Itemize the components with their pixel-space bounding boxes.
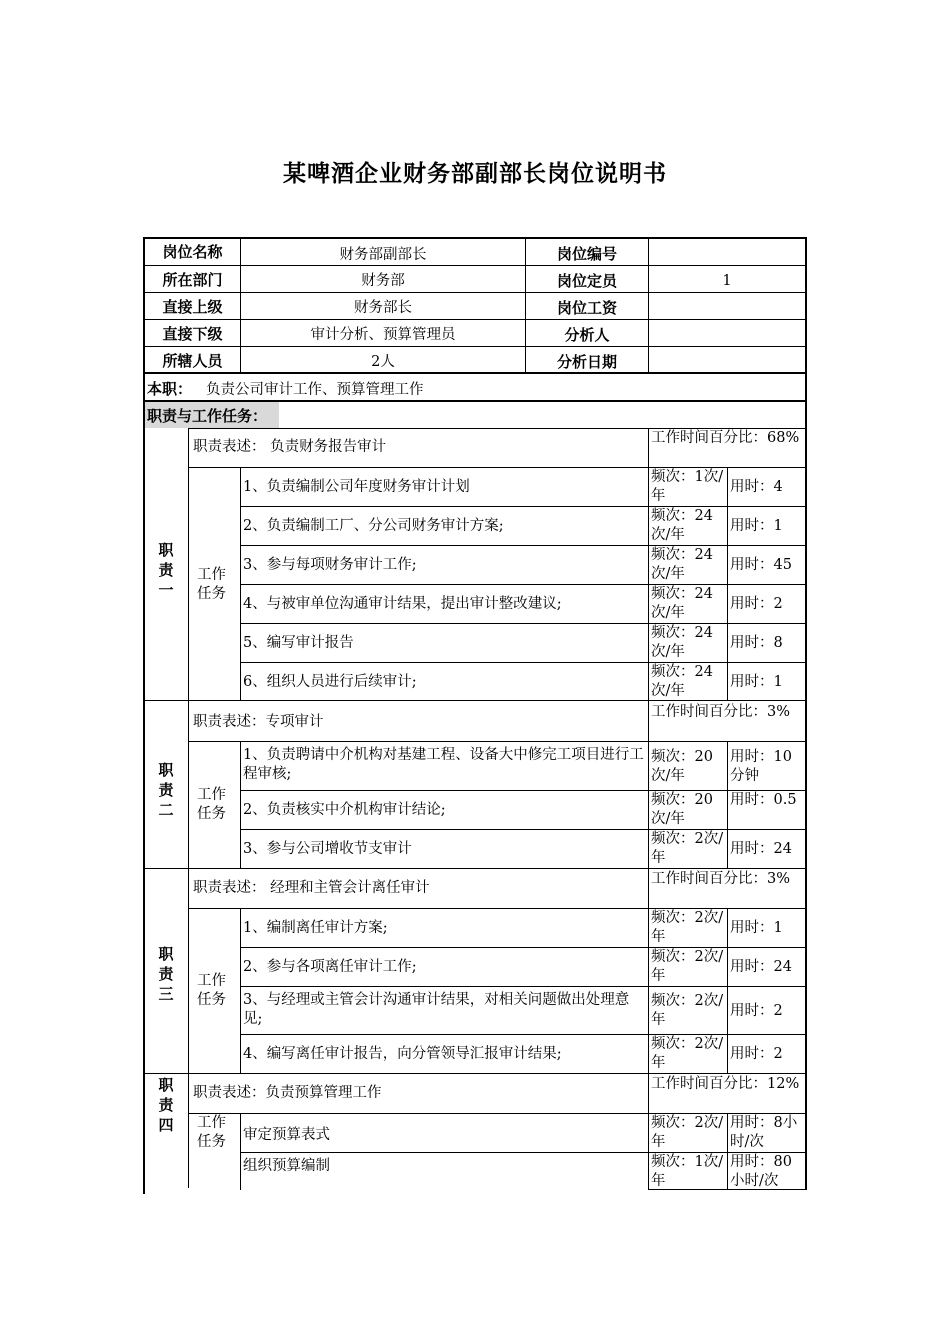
duty-2-task-2-time: 用时：0.5	[730, 792, 797, 808]
value-staff-count: 2人	[371, 354, 395, 370]
value-department: 财务部	[361, 273, 405, 289]
duty-1-task-2-time: 用时：1	[730, 518, 783, 534]
label-analysis-date: 分析日期	[556, 353, 617, 371]
duty-3-task-4-time: 用时：2	[730, 1046, 783, 1062]
duty-4-label: 职责四	[158, 1076, 174, 1134]
duty-3-label: 职责三	[158, 945, 174, 1003]
duty-1-task-3-time: 用时：45	[730, 557, 792, 573]
duty-3-task-4-freq: 频次：2次/年	[651, 1036, 724, 1071]
duty-1-task-5-time: 用时：8	[730, 635, 783, 651]
duty-1-task-4-freq: 频次：24次/年	[651, 586, 713, 621]
label-position-name: 岗位名称	[162, 243, 223, 261]
duty-3-pct: 工作时间百分比：3%	[651, 871, 791, 887]
duty-2-task-2-freq: 频次：20次/年	[651, 792, 713, 827]
duty-2-task-3-freq: 频次：2次/年	[651, 831, 724, 866]
duty-4-task-1: 审定预算表式	[243, 1127, 330, 1143]
duty-1-desc: 职责表述： 负责财务报告审计	[193, 439, 387, 455]
duty-1-task-4-time: 用时：2	[730, 596, 783, 612]
duty-4-task-2: 组织预算编制	[243, 1158, 330, 1174]
duty-1-task-2: 2、负责编制工厂、分公司财务审计方案;	[243, 518, 504, 534]
duty-4-task-2-time: 用时：80小时/次	[730, 1154, 792, 1189]
page-title: 某啤酒企业财务部副部长岗位说明书	[283, 161, 667, 187]
duty-2-task-1-time: 用时：10分钟	[730, 749, 792, 784]
duty-1-task-5: 5、编写审计报告	[243, 635, 354, 651]
duty-1-task-6-time: 用时：1	[730, 674, 783, 690]
value-direct-subordinate: 审计分析、预算管理员	[310, 327, 456, 343]
label-analyst: 分析人	[564, 326, 610, 344]
duty-1-task-6: 6、组织人员进行后续审计;	[243, 674, 417, 690]
duty-1-task-6-freq: 频次：24次/年	[651, 664, 713, 699]
duty-2-label: 职责二	[158, 761, 174, 819]
label-department: 所在部门	[162, 271, 223, 289]
duty-1-label: 职责一	[158, 541, 174, 599]
label-position-code: 岗位编号	[556, 245, 617, 263]
duty-4-pct: 工作时间百分比：12%	[651, 1076, 800, 1092]
duty-3-task-1-time: 用时：1	[730, 920, 783, 936]
duty-2-desc: 职责表述：专项审计	[193, 714, 324, 730]
label-salary: 岗位工资	[556, 299, 617, 317]
duty-1-pct: 工作时间百分比：68%	[651, 430, 800, 446]
duty-3-task-2: 2、参与各项离任审计工作;	[243, 959, 417, 975]
duty-1-task-label: 工作任务	[197, 567, 226, 602]
duty-2-task-3-time: 用时：24	[730, 841, 792, 857]
duty-1-task-3-freq: 频次：24次/年	[651, 547, 713, 582]
label-headcount: 岗位定员	[556, 272, 617, 290]
duty-2-pct: 工作时间百分比：3%	[651, 704, 791, 720]
duty-3-task-3: 3、与经理或主管会计沟通审计结果，对相关问题做出处理意见;	[243, 992, 630, 1027]
value-headcount: 1	[722, 273, 732, 289]
duty-4-task-1-freq: 频次：2次/年	[651, 1115, 724, 1150]
duty-4-task-2-freq: 频次：1次/年	[651, 1154, 724, 1189]
duty-4-task-1-time: 用时：8小时/次	[730, 1115, 798, 1150]
duty-4-task-label: 工作任务	[197, 1115, 226, 1150]
duty-1-task-1-time: 用时：4	[730, 479, 783, 495]
label-staff-count: 所辖人员	[162, 352, 223, 370]
duty-2-task-1-freq: 频次：20次/年	[651, 749, 713, 784]
duty-3-task-1-freq: 频次：2次/年	[651, 910, 724, 945]
label-direct-superior: 直接上级	[162, 298, 223, 316]
duty-2-task-1: 1、负责聘请中介机构对基建工程、设备大中修完工项目进行工程审核;	[243, 747, 644, 782]
benzhi-label: 本职：	[147, 380, 193, 398]
value-direct-superior: 财务部长	[354, 300, 412, 316]
duty-3-task-1: 1、编制离任审计方案;	[243, 920, 388, 936]
duty-3-task-2-time: 用时：24	[730, 959, 792, 975]
duty-3-task-2-freq: 频次：2次/年	[651, 949, 724, 984]
duty-1-task-1-freq: 频次：1次/年	[651, 469, 724, 504]
duty-3-task-3-freq: 频次：2次/年	[651, 993, 724, 1028]
duty-1-task-4: 4、与被审单位沟通审计结果，提出审计整改建议;	[243, 596, 562, 612]
section-header: 职责与工作任务：	[147, 407, 268, 425]
duty-3-task-4: 4、编写离任审计报告，向分管领导汇报审计结果;	[243, 1046, 562, 1062]
duty-3-task-label: 工作任务	[197, 973, 226, 1008]
duty-3-desc: 职责表述： 经理和主管会计离任审计	[193, 880, 430, 896]
benzhi-text: 负责公司审计工作、预算管理工作	[206, 382, 424, 398]
duty-2-task-3: 3、参与公司增收节支审计	[243, 841, 412, 857]
duty-1-task-5-freq: 频次：24次/年	[651, 625, 713, 660]
duty-1-task-1: 1、负责编制公司年度财务审计计划	[243, 479, 470, 495]
duty-1-task-3: 3、参与每项财务审计工作;	[243, 557, 417, 573]
duty-2-task-2: 2、负责核实中介机构审计结论;	[243, 802, 446, 818]
duty-4-desc: 职责表述：负责预算管理工作	[193, 1085, 382, 1101]
value-position-name: 财务部副部长	[339, 247, 427, 263]
duty-2-task-label: 工作任务	[197, 787, 226, 822]
label-direct-subordinate: 直接下级	[162, 325, 223, 343]
duty-3-task-3-time: 用时：2	[730, 1003, 783, 1019]
duty-1-task-2-freq: 频次：24次/年	[651, 508, 713, 543]
